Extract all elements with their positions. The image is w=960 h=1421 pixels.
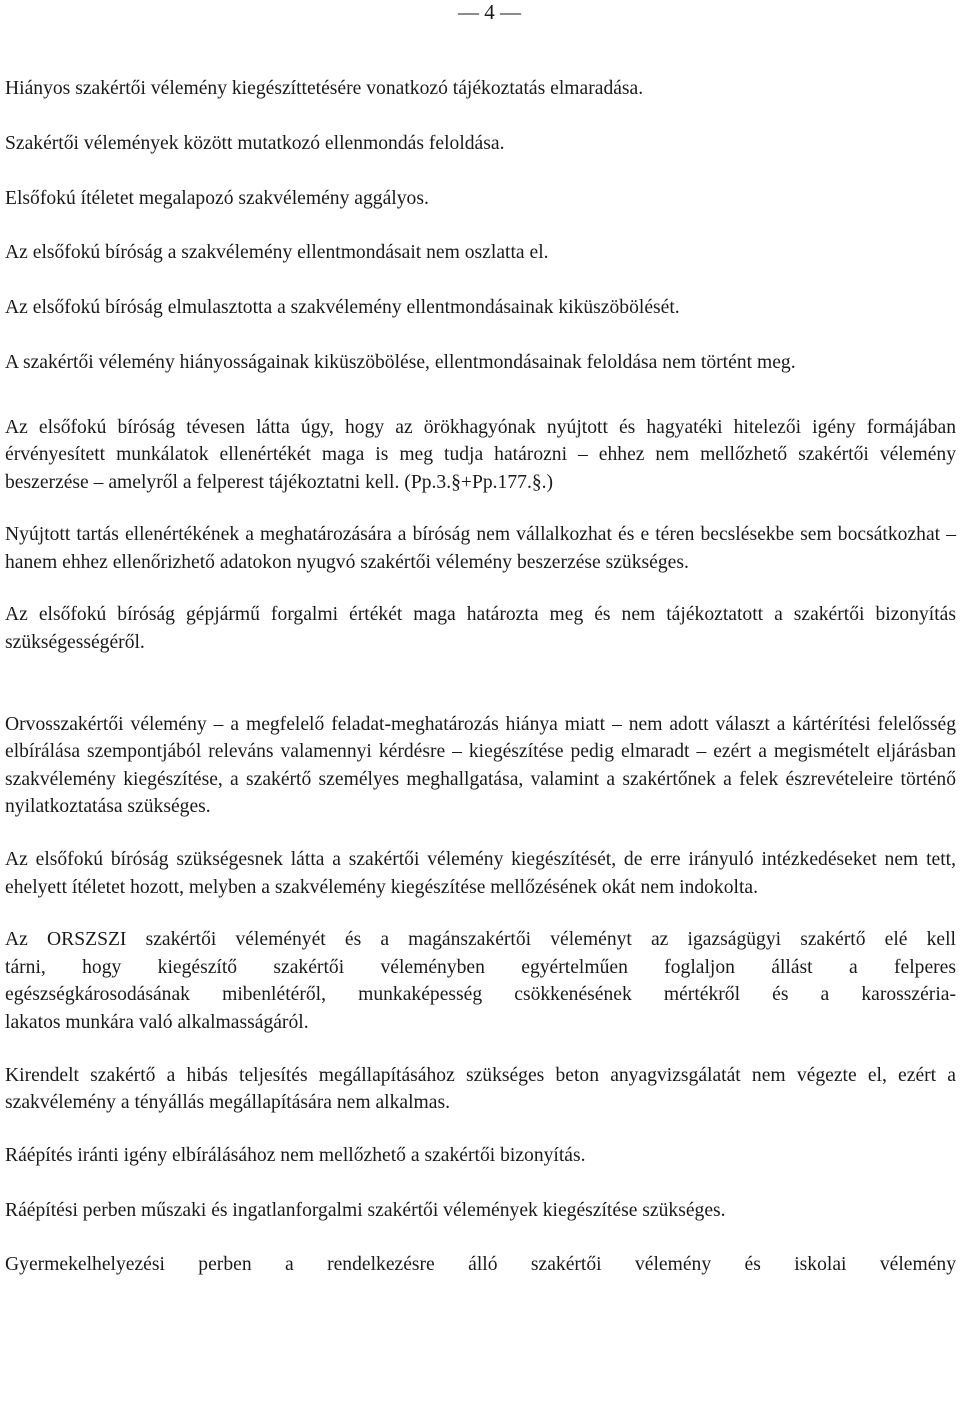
paragraph-5: Az elsőfokú bíróság elmulasztotta a szakvélemény ellentmondásainak kiküszöbölését.	[5, 297, 680, 319]
paragraph-15: Ráépítési perben műszaki és ingatlanforgalmi szakértői vélemények kiegészítése szükséges.	[5, 1199, 726, 1221]
paragraph-1: Hiányos szakértői vélemény kiegészíttetésére vonatkozó tájékoztatás elmaradása.	[5, 78, 644, 99]
paragraph-12-line-2: tárni, hogy kiegészítő szakértői véleményben egyértelműen foglaljon állást a felperes	[5, 956, 956, 978]
page-number: — 4 —	[458, 0, 521, 24]
paragraph-8: Nyújtott tartás ellenértékének a meghatározására a bíróság nem vállalkozhat és e téren becslésekbe sem bocsátkozhat – hanem ehhez ellenőrizhető adatokon nyugvó szakértői vélemény beszerzése szükséges.	[5, 524, 956, 573]
paragraph-12-line-4: lakatos munkára való alkalmasságáról.	[5, 1012, 309, 1033]
document-body	[5, 75, 956, 1279]
paragraph-11: Az elsőfokú bíróság szükségesnek látta a szakértői vélemény kiegészítését, de erre irányuló intézkedéseket nem tett, ehelyett ítéletet hozott, melyben a szakvélemény kiegészítése mellőzésének okát nem indokolta.	[5, 849, 956, 898]
paragraph-10: Orvosszakértői vélemény – a megfelelő feladat-meghatározás hiánya miatt – nem adott választ a kártérítési felelősség elbírálása szempontjából releváns valamennyi kérdésre – kiegészítése pedig elmaradt – ezért a megismételt eljárásban szakvélemény kiegészítése, a szakértő személyes meghallgatása, valamint a szakértőnek a felek észrevételeire történő nyilatkoztatása szükséges.	[5, 713, 956, 818]
paragraph-4: Az elsőfokú bíróság a szakvélemény ellentmondásait nem oszlatta el.	[5, 242, 549, 264]
paragraph-16: Gyermekelhelyezési perben a rendelkezésre álló szakértői vélemény és iskolai vélemény	[5, 1254, 956, 1276]
paragraph-6: A szakértői vélemény hiányosságainak kiküszöbölése, ellentmondásainak feloldása nem történt meg.	[5, 351, 796, 373]
paragraph-14: Ráépítés iránti igény elbírálásához nem mellőzhető a szakértői bizonyítás.	[5, 1144, 586, 1166]
paragraph-13: Kirendelt szakértő a hibás teljesítés megállapításához szükséges beton anyagvizsgálatát nem végezte el, ezért a szakvélemény a tényállás megállapítására nem alkalmas.	[5, 1064, 956, 1114]
paragraph-7: Az elsőfokú bíróság tévesen látta úgy, hogy az örökhagyónak nyújtott és hagyatéki hitelezői igény formájában érvényesített munkálatok ellenértékét maga is meg tudja határozni – ehhez nem mellőzhető szakértői vélemény beszerzése – amelyről a felperest tájékoztatni kell. (Pp.3.§+Pp.177.§.)	[5, 416, 956, 493]
paragraph-2: Szakértői vélemények között mutatkozó ellenmondás feloldása.	[5, 132, 505, 154]
paragraph-12-line-1: Az ORSZSZI szakértői véleményét és a magánszakértői véleményt az igazságügyi szakértő elé kell	[5, 929, 956, 951]
paragraph-9: Az elsőfokú bíróság gépjármű forgalmi értékét maga határozta meg és nem tájékoztatott a szakértői bizonyítás szükségességéről.	[5, 604, 956, 654]
paragraph-12-line-3: egészségkárosodásának mibenlétéről, munkaképesség csökkenésének mértékről és a karosszéria-	[5, 984, 956, 1006]
paragraph-3: Elsőfokú ítéletet megalapozó szakvélemény aggályos.	[5, 187, 429, 209]
paragraph-12	[5, 926, 956, 1036]
